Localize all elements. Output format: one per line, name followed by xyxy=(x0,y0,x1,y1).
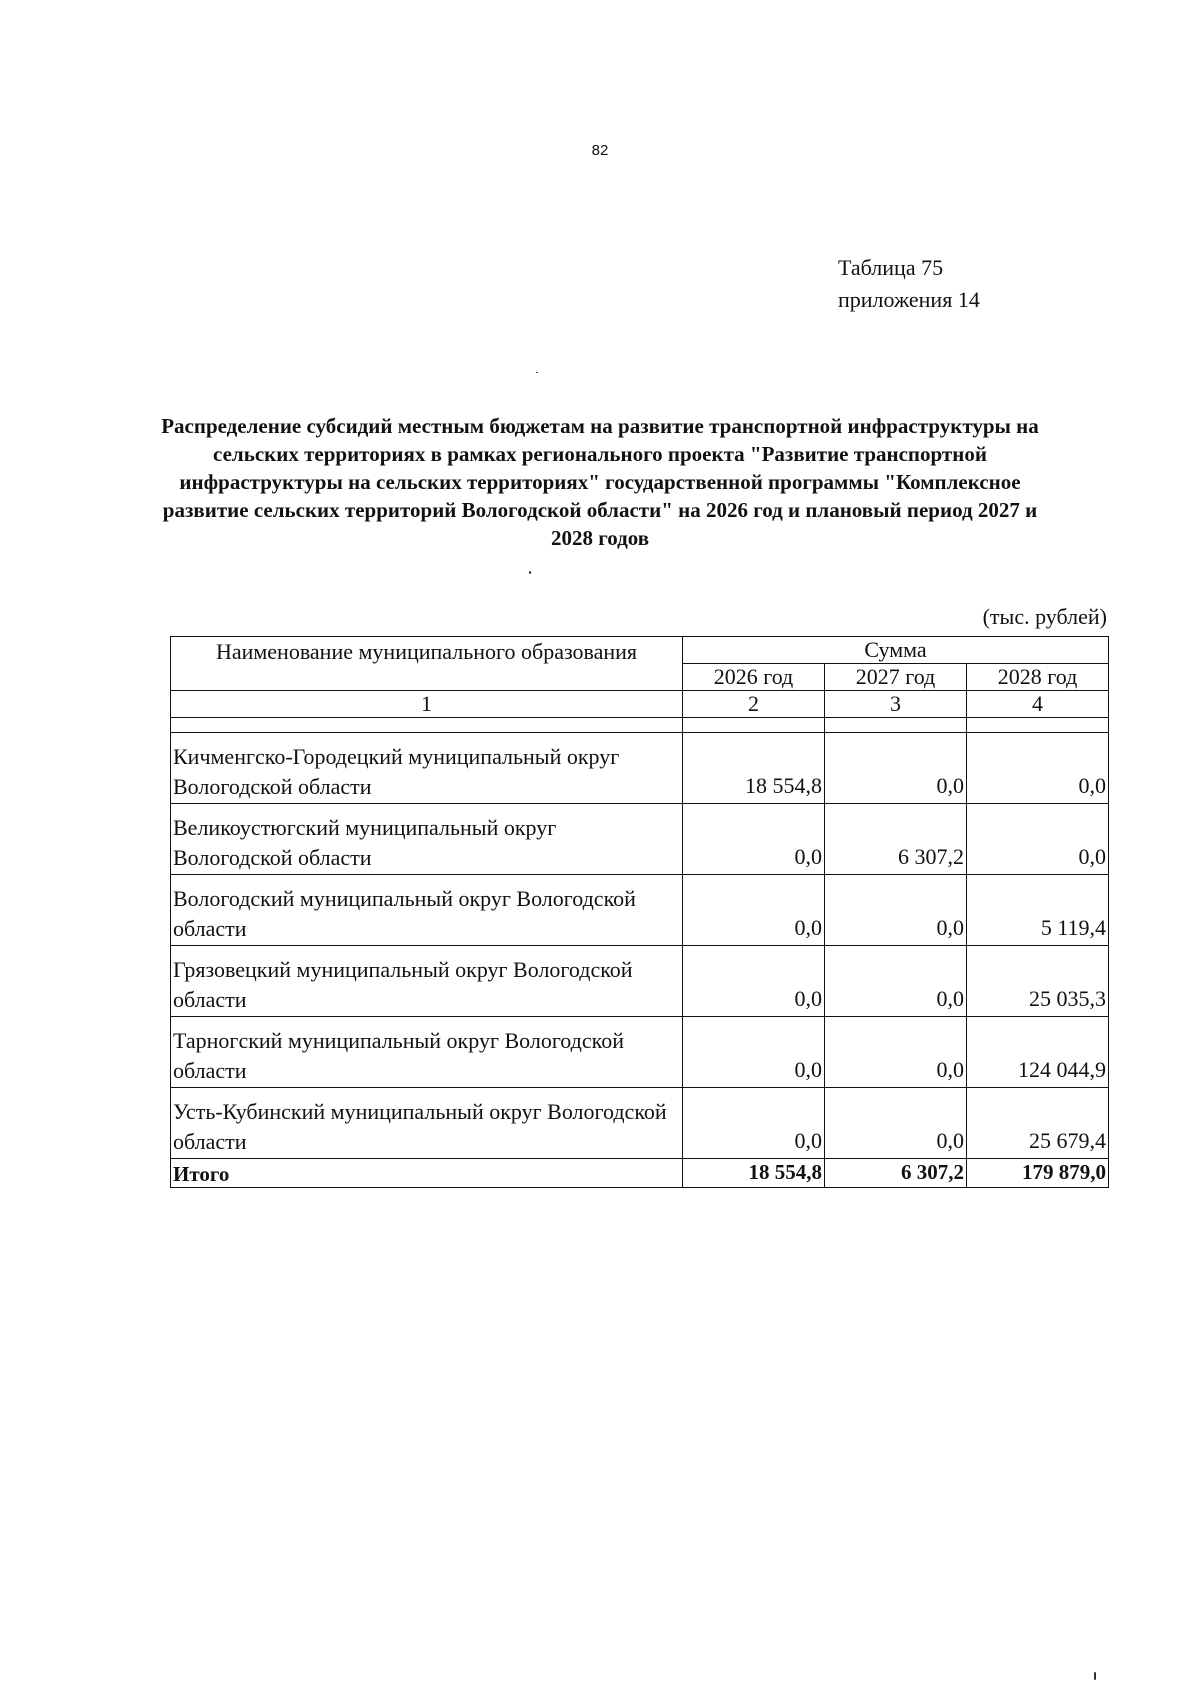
column-number-row xyxy=(171,691,1109,718)
amount-2028: 5 119,4 xyxy=(967,875,1109,946)
amount-2028: 124 044,9 xyxy=(967,1017,1109,1088)
municipality-name: Грязовецкий муниципальный округ Вологодской области xyxy=(171,946,683,1017)
header-year-2027: 2027 год xyxy=(825,664,967,691)
spacer-row xyxy=(171,718,1109,733)
header-municipality: Наименование муниципального образования xyxy=(171,637,683,691)
table-row xyxy=(171,946,1109,1017)
table-row xyxy=(171,1017,1109,1088)
units-label: (тыс. рублей) xyxy=(982,604,1107,629)
table-row xyxy=(171,875,1109,946)
amount-2026: 0,0 xyxy=(683,1017,825,1088)
municipality-name: Усть-Кубинский муниципальный округ Вологодской области xyxy=(171,1088,683,1159)
amount-2028: 0,0 xyxy=(967,733,1109,804)
spacer-cell xyxy=(825,718,967,733)
scan-speck xyxy=(1094,1672,1096,1680)
header-year-2026: 2026 год xyxy=(683,664,825,691)
spacer-cell xyxy=(967,718,1109,733)
amount-2026: 0,0 xyxy=(683,804,825,875)
total-2027: 6 307,2 xyxy=(825,1159,967,1188)
amount-2027: 0,0 xyxy=(825,946,967,1017)
amount-2026: 0,0 xyxy=(683,1088,825,1159)
table-ref-line1: Таблица 75 xyxy=(838,255,944,280)
amount-2027: 0,0 xyxy=(825,733,967,804)
municipality-name: Великоустюгский муниципальный округ Вологодской области xyxy=(171,804,683,875)
page-number: 82 xyxy=(591,142,609,159)
amount-2026: 18 554,8 xyxy=(683,733,825,804)
table-row xyxy=(171,733,1109,804)
amount-2027: 0,0 xyxy=(825,875,967,946)
spacer-cell xyxy=(683,718,825,733)
amount-2026: 0,0 xyxy=(683,946,825,1017)
scan-speck xyxy=(529,571,531,574)
total-label: Итого xyxy=(171,1159,683,1188)
municipality-name: Вологодский муниципальный округ Вологодской области xyxy=(171,875,683,946)
amount-2028: 25 679,4 xyxy=(967,1088,1109,1159)
amount-2027: 0,0 xyxy=(825,1088,967,1159)
amount-2028: 25 035,3 xyxy=(967,946,1109,1017)
amount-2028: 0,0 xyxy=(967,804,1109,875)
scan-speck xyxy=(536,372,538,373)
table-row xyxy=(171,1088,1109,1159)
amount-2027: 6 307,2 xyxy=(825,804,967,875)
table-row xyxy=(171,804,1109,875)
amount-2026: 0,0 xyxy=(683,875,825,946)
document-title: Распределение субсидий местным бюджетам на развитие транспортной инфраструктуры на сельских территориях в рамках регионального проекта "Развитие транспортной инфраструктуры на сельских территориях" государственной программы "Комплексное развитие сельских территорий Вологодской области" на 2026 год и плановый период 2027 и 2028 годов xyxy=(161,414,1039,550)
amount-2027: 0,0 xyxy=(825,1017,967,1088)
total-2028: 179 879,0 xyxy=(967,1159,1109,1188)
header-sum: Сумма xyxy=(683,637,1109,664)
total-row xyxy=(171,1159,1109,1188)
column-number: 4 xyxy=(967,691,1109,718)
municipality-name: Тарногский муниципальный округ Вологодской области xyxy=(171,1017,683,1088)
subsidy-table xyxy=(170,636,1109,1188)
table-reference xyxy=(838,252,980,316)
table-ref-line2: приложения 14 xyxy=(838,287,980,312)
spacer-cell xyxy=(171,718,683,733)
column-number: 3 xyxy=(825,691,967,718)
column-number: 2 xyxy=(683,691,825,718)
total-2026: 18 554,8 xyxy=(683,1159,825,1188)
column-number: 1 xyxy=(171,691,683,718)
municipality-name: Кичменгско-Городецкий муниципальный округ Вологодской области xyxy=(171,733,683,804)
header-year-2028: 2028 год xyxy=(967,664,1109,691)
